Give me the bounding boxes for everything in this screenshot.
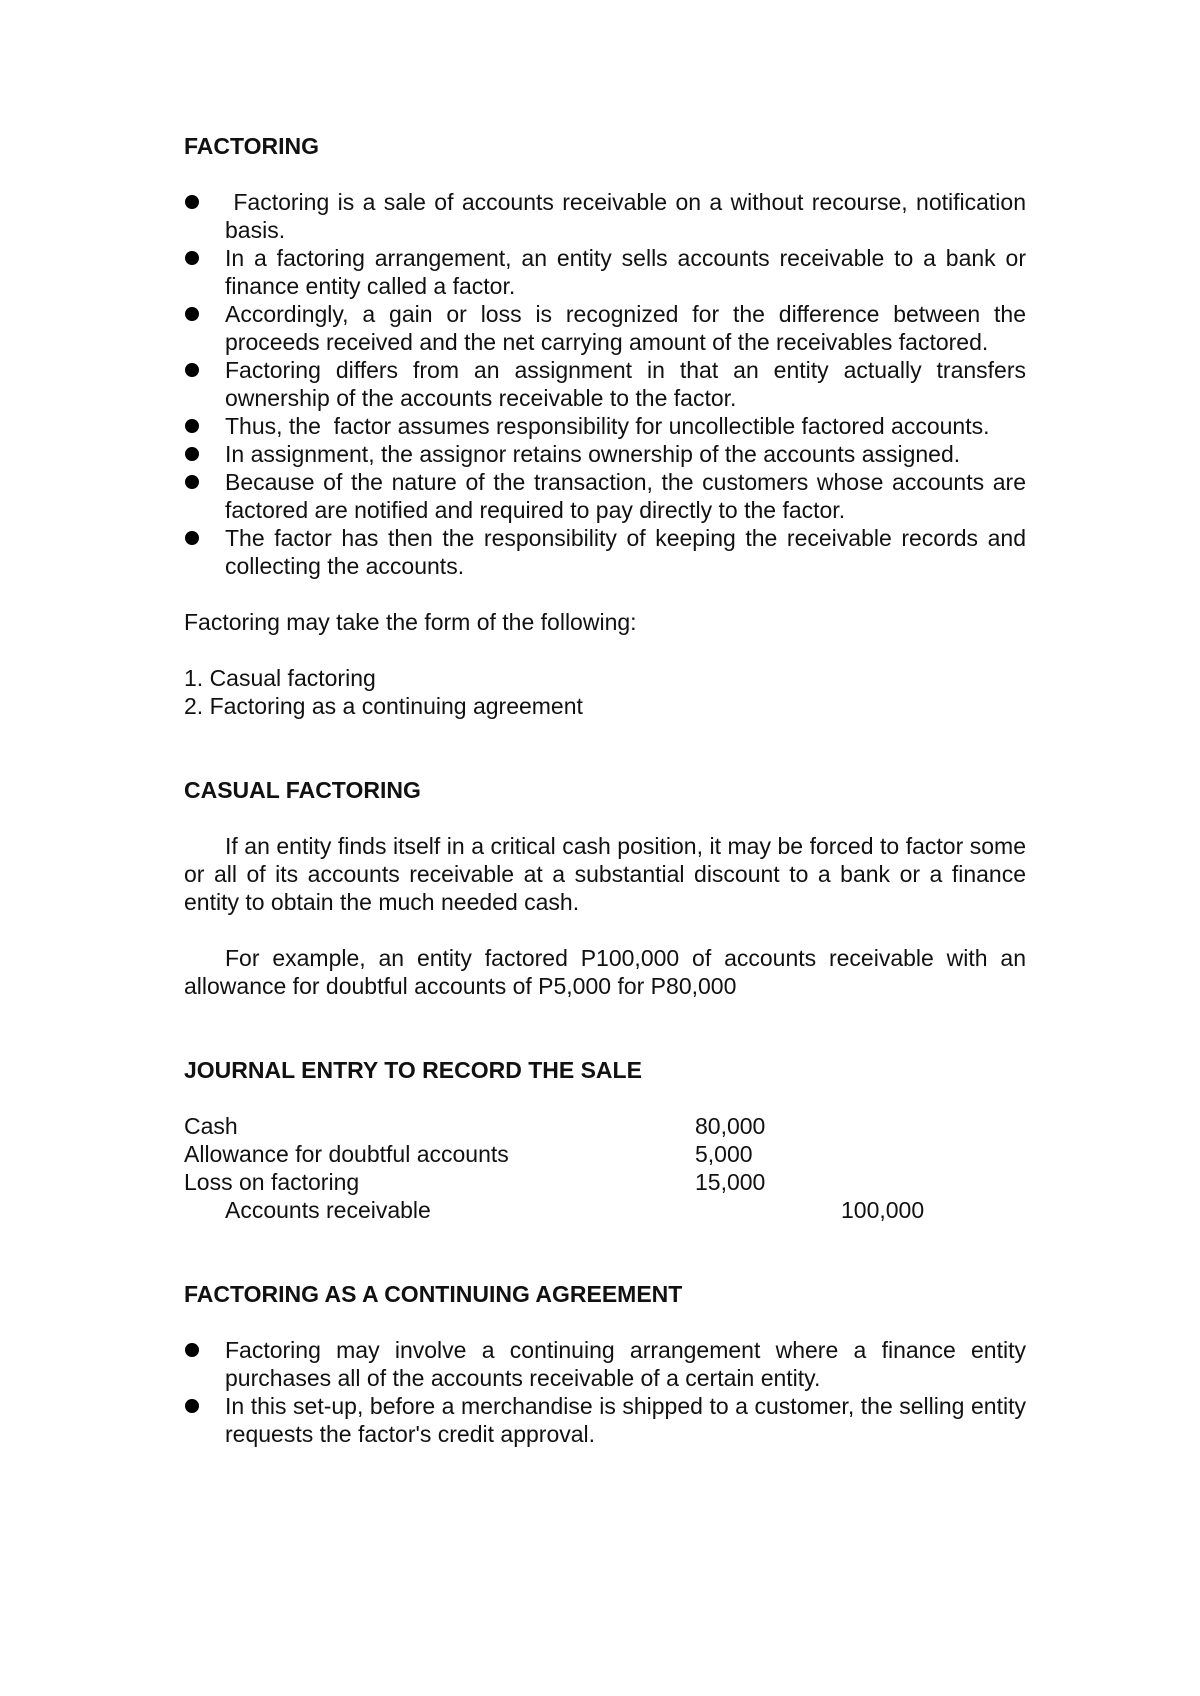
list-item: Accordingly, a gain or loss is recognized for the difference between the proceeds received and the net carrying amount of the receivables factored. (184, 300, 1026, 356)
bullet-icon (185, 475, 199, 489)
journal-credit: 100,000 (841, 1197, 925, 1223)
bullet-icon (185, 251, 199, 265)
factoring-bullet-list (184, 188, 1033, 580)
list-item: In assignment, the assignor retains ownership of the accounts assigned. (184, 440, 1026, 468)
bullet-icon (185, 363, 199, 377)
list-item: Factoring differs from an assignment in that an entity actually transfers ownership of the accounts receivable to the factor. (184, 356, 1026, 412)
forms-intro: Factoring may take the form of the following: (184, 609, 637, 635)
bullet-icon (185, 1399, 199, 1413)
journal-account: Accounts receivable (225, 1197, 431, 1223)
bullet-icon (185, 307, 199, 321)
list-item: Factoring is a sale of accounts receivable on a without recourse, notification basis. (184, 188, 1026, 244)
journal-account: Cash (184, 1113, 238, 1139)
journal-debit: 15,000 (695, 1169, 766, 1195)
form-item-casual: 1. Casual factoring (184, 665, 376, 691)
list-item: Because of the nature of the transaction, the customers whose accounts are factored are notified and required to pay directly to the factor. (184, 468, 1026, 524)
form-item-continuing: 2. Factoring as a continuing agreement (184, 693, 583, 719)
heading-journal-entry: JOURNAL ENTRY TO RECORD THE SALE (184, 1057, 642, 1083)
heading-casual-factoring: CASUAL FACTORING (184, 777, 421, 803)
journal-account: Loss on factoring (184, 1169, 360, 1195)
list-item: In this set-up, before a merchandise is shipped to a customer, the selling entity requests the factor's credit approval. (184, 1392, 1026, 1448)
heading-factoring: FACTORING (184, 133, 320, 159)
journal-account: Allowance for doubtful accounts (184, 1141, 509, 1167)
list-item: Factoring may involve a continuing arrangement where a finance entity purchases all of the accounts receivable of a certain entity. (184, 1336, 1026, 1392)
bullet-icon (185, 1343, 199, 1357)
list-item: The factor has then the responsibility of keeping the receivable records and collecting the accounts. (184, 524, 1026, 580)
bullet-icon (185, 447, 199, 461)
continuing-bullet-list (184, 1336, 1026, 1448)
journal-entry-table (184, 1112, 1026, 1224)
casual-paragraph-2: For example, an entity factored P100,000 of accounts receivable with an allowance for doubtful accounts of P5,000 for P80,000 (184, 945, 1026, 999)
document-page (184, 132, 1033, 1448)
bullet-icon (185, 195, 199, 209)
journal-debit: 5,000 (695, 1141, 753, 1167)
casual-paragraph-1: If an entity finds itself in a critical cash position, it may be forced to factor some or all of its accounts receivable at a substantial discount to a bank or a finance entity to obtain the much needed cash. (184, 833, 1026, 915)
list-item: Thus, the factor assumes responsibility for uncollectible factored accounts. (184, 412, 1026, 440)
heading-continuing-agreement: FACTORING AS A CONTINUING AGREEMENT (184, 1281, 683, 1307)
bullet-icon (185, 419, 199, 433)
bullet-icon (185, 531, 199, 545)
journal-debit: 80,000 (695, 1113, 766, 1139)
list-item: In a factoring arrangement, an entity sells accounts receivable to a bank or finance entity called a factor. (184, 244, 1026, 300)
